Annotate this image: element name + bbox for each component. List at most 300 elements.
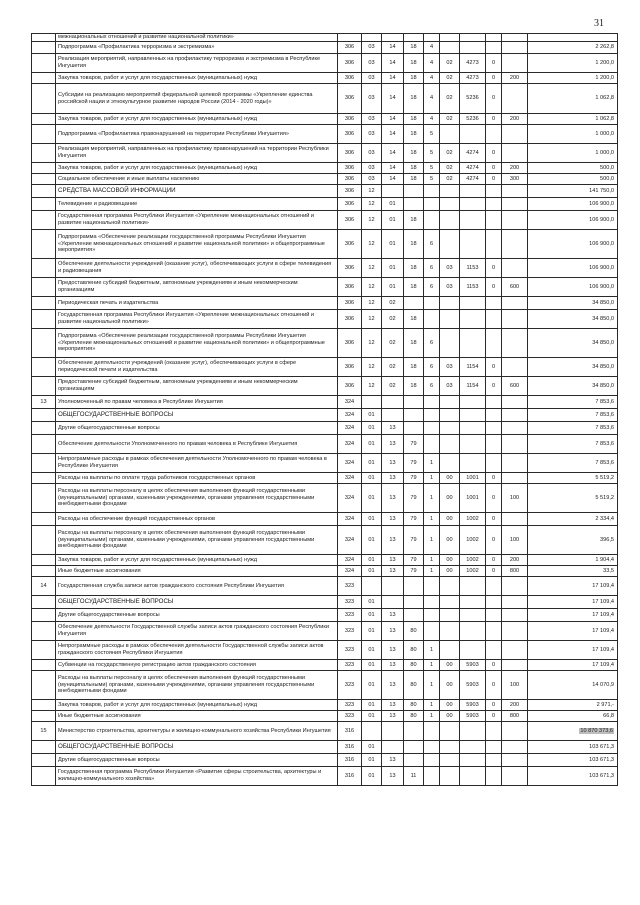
code-direction: 1154 — [460, 377, 486, 396]
code-activity — [440, 577, 460, 596]
code-expense-type — [502, 596, 528, 609]
code-extra — [486, 297, 502, 310]
expense-name: Государственная программа Республики Ингушетия «Укрепление межнациональных отношений и развитие национальной политики» — [56, 211, 338, 230]
code-ministry: 306 — [338, 163, 362, 174]
code-program — [404, 577, 424, 596]
code-expense-type: 100 — [502, 526, 528, 555]
expense-name: Государственная программа Республики Ингушетия «Укрепление межнациональных отношений и развитие национальной политики» — [56, 310, 338, 329]
expense-name: Расходы на выплаты персоналу в целях обеспечения выполнения функций государственными (муниципальными) органами, казенными учреждениями, органами управления государственными внебюджетными фондами — [56, 484, 338, 513]
code-ministry: 306 — [338, 198, 362, 211]
table-row — [32, 577, 618, 596]
code-expense-type: 200 — [502, 114, 528, 125]
code-ministry: 323 — [338, 671, 362, 700]
row-index — [32, 377, 56, 396]
code-expense-type — [502, 34, 528, 42]
code-subprogram: 5 — [424, 125, 440, 144]
expense-name: Предоставление субсидий бюджетным, автономным учреждениям и иным некоммерческим организациям — [56, 377, 338, 396]
code-subprogram — [424, 577, 440, 596]
table-row — [32, 435, 618, 454]
code-extra — [486, 396, 502, 409]
table-row — [32, 566, 618, 577]
table-row — [32, 174, 618, 185]
code-subsection: 01 — [382, 278, 404, 297]
code-expense-type — [502, 144, 528, 163]
code-subsection: 13 — [382, 622, 404, 641]
code-section: 12 — [362, 230, 382, 259]
code-direction: 5903 — [460, 711, 486, 722]
code-direction — [460, 641, 486, 660]
code-activity — [440, 722, 460, 741]
code-subprogram: 5 — [424, 174, 440, 185]
code-section: 01 — [362, 671, 382, 700]
code-direction — [460, 741, 486, 754]
code-ministry: 306 — [338, 54, 362, 73]
code-section: 03 — [362, 73, 382, 84]
code-expense-type — [502, 259, 528, 278]
amount: 1 000,0 — [528, 125, 618, 144]
expense-name: Обеспечение деятельности учреждений (оказание услуг), обеспечивающих услуги в сфере телевидения и радиовещания — [56, 259, 338, 278]
code-ministry: 324 — [338, 454, 362, 473]
code-ministry: 324 — [338, 396, 362, 409]
code-subprogram: 1 — [424, 711, 440, 722]
code-direction: 1002 — [460, 566, 486, 577]
code-ministry: 323 — [338, 622, 362, 641]
amount: 103 671,3 — [528, 741, 618, 754]
code-subsection: 13 — [382, 555, 404, 566]
table-row — [32, 163, 618, 174]
code-program: 18 — [404, 84, 424, 114]
code-ministry: 323 — [338, 577, 362, 596]
expense-name: Уполномоченный по правам человека в Республике Ингушетия — [56, 396, 338, 409]
code-program: 79 — [404, 526, 424, 555]
table-row — [32, 396, 618, 409]
code-expense-type — [502, 435, 528, 454]
code-program: 18 — [404, 358, 424, 377]
code-activity — [440, 198, 460, 211]
code-ministry: 316 — [338, 754, 362, 767]
code-direction: 1001 — [460, 473, 486, 484]
amount: 2 971,- — [528, 700, 618, 711]
code-ministry: 316 — [338, 767, 362, 786]
code-activity: 02 — [440, 114, 460, 125]
code-extra: 0 — [486, 555, 502, 566]
code-section: 12 — [362, 310, 382, 329]
code-expense-type — [502, 230, 528, 259]
code-ministry: 306 — [338, 125, 362, 144]
code-subprogram: 4 — [424, 114, 440, 125]
code-direction: 4273 — [460, 54, 486, 73]
code-subsection: 13 — [382, 526, 404, 555]
table-row — [32, 84, 618, 114]
code-extra: 0 — [486, 144, 502, 163]
table-row — [32, 622, 618, 641]
code-subprogram — [424, 622, 440, 641]
amount: 396,5 — [528, 526, 618, 555]
code-direction: 1154 — [460, 358, 486, 377]
code-subprogram: 6 — [424, 358, 440, 377]
code-activity: 03 — [440, 259, 460, 278]
code-activity — [440, 297, 460, 310]
code-direction — [460, 42, 486, 54]
row-index — [32, 174, 56, 185]
code-extra: 0 — [486, 484, 502, 513]
expense-name: Подпрограмма «Профилактика терроризма и экстремизма» — [56, 42, 338, 54]
code-subsection: 14 — [382, 125, 404, 144]
table-row — [32, 409, 618, 422]
row-index — [32, 54, 56, 73]
amount: 500,0 — [528, 174, 618, 185]
code-program — [404, 34, 424, 42]
row-index — [32, 741, 56, 754]
code-direction — [460, 396, 486, 409]
amount: 7 853,6 — [528, 422, 618, 435]
code-subsection: 13 — [382, 454, 404, 473]
code-subsection — [382, 577, 404, 596]
code-activity: 00 — [440, 526, 460, 555]
code-program: 11 — [404, 767, 424, 786]
row-index — [32, 435, 56, 454]
code-subprogram: 6 — [424, 329, 440, 358]
code-extra — [486, 754, 502, 767]
code-program — [404, 422, 424, 435]
code-section: 01 — [362, 700, 382, 711]
amount: 500,0 — [528, 163, 618, 174]
code-expense-type: 200 — [502, 163, 528, 174]
table-row — [32, 114, 618, 125]
code-extra — [486, 125, 502, 144]
code-subprogram: 1 — [424, 660, 440, 671]
code-activity — [440, 42, 460, 54]
expense-name: Закупка товаров, работ и услуг для государственных (муниципальных) нужд — [56, 555, 338, 566]
code-program: 80 — [404, 660, 424, 671]
code-direction: 5236 — [460, 84, 486, 114]
table-row — [32, 711, 618, 722]
table-row — [32, 198, 618, 211]
code-expense-type — [502, 754, 528, 767]
code-subprogram: 4 — [424, 84, 440, 114]
code-activity — [440, 754, 460, 767]
code-expense-type — [502, 722, 528, 741]
code-extra: 0 — [486, 526, 502, 555]
code-expense-type — [502, 454, 528, 473]
code-section: 12 — [362, 211, 382, 230]
amount: 106 900,0 — [528, 198, 618, 211]
code-section: 03 — [362, 54, 382, 73]
code-ministry: 306 — [338, 84, 362, 114]
code-activity: 00 — [440, 660, 460, 671]
code-expense-type — [502, 329, 528, 358]
table-row — [32, 297, 618, 310]
code-activity: 00 — [440, 700, 460, 711]
code-section: 12 — [362, 297, 382, 310]
code-subsection: 02 — [382, 310, 404, 329]
code-activity — [440, 435, 460, 454]
code-subsection — [382, 185, 404, 198]
code-section: 01 — [362, 473, 382, 484]
row-index — [32, 329, 56, 358]
amount: 7 853,6 — [528, 435, 618, 454]
code-subsection: 01 — [382, 198, 404, 211]
code-section — [362, 722, 382, 741]
code-program — [404, 185, 424, 198]
code-subsection: 13 — [382, 711, 404, 722]
code-program: 18 — [404, 259, 424, 278]
code-ministry: 324 — [338, 422, 362, 435]
table-row — [32, 526, 618, 555]
expense-name: ОБЩЕГОСУДАРСТВЕННЫЕ ВОПРОСЫ — [56, 409, 338, 422]
table-row — [32, 555, 618, 566]
code-subprogram — [424, 722, 440, 741]
code-direction — [460, 310, 486, 329]
expense-name: Иные бюджетные ассигнования — [56, 566, 338, 577]
code-subsection: 14 — [382, 73, 404, 84]
code-direction — [460, 577, 486, 596]
code-extra — [486, 435, 502, 454]
row-index — [32, 671, 56, 700]
code-expense-type — [502, 297, 528, 310]
code-extra: 0 — [486, 84, 502, 114]
code-ministry: 306 — [338, 259, 362, 278]
code-subsection: 13 — [382, 609, 404, 622]
code-activity — [440, 125, 460, 144]
amount — [528, 34, 618, 42]
row-index — [32, 358, 56, 377]
code-ministry: 323 — [338, 641, 362, 660]
code-direction: 5903 — [460, 700, 486, 711]
code-program — [404, 741, 424, 754]
code-subsection: 13 — [382, 513, 404, 526]
row-index — [32, 278, 56, 297]
code-ministry: 306 — [338, 114, 362, 125]
code-ministry: 324 — [338, 409, 362, 422]
code-program — [404, 297, 424, 310]
code-section: 01 — [362, 526, 382, 555]
row-index — [32, 484, 56, 513]
code-ministry: 324 — [338, 526, 362, 555]
amount-highlighted: 10 870 373,6 — [580, 727, 613, 734]
code-direction — [460, 754, 486, 767]
expense-name: Другие общегосударственные вопросы — [56, 609, 338, 622]
code-direction — [460, 34, 486, 42]
expense-name: Другие общегосударственные вопросы — [56, 754, 338, 767]
code-expense-type — [502, 185, 528, 198]
code-subprogram: 4 — [424, 54, 440, 73]
expense-name: Министерство строительства, архитектуры и жилищно-коммунального хозяйства Республики Ингушетия — [56, 722, 338, 741]
code-ministry: 323 — [338, 700, 362, 711]
code-subprogram: 6 — [424, 377, 440, 396]
expense-name: Непрограммные расходы в рамках обеспечения деятельности Государственной службы записи актов гражданского состояния Республики Ингушетия — [56, 641, 338, 660]
code-extra — [486, 310, 502, 329]
row-index — [32, 297, 56, 310]
code-subprogram — [424, 609, 440, 622]
amount: 34 850,0 — [528, 297, 618, 310]
code-subprogram — [424, 596, 440, 609]
row-index — [32, 422, 56, 435]
code-section: 03 — [362, 114, 382, 125]
code-expense-type — [502, 396, 528, 409]
code-program: 18 — [404, 310, 424, 329]
code-expense-type — [502, 641, 528, 660]
code-section: 03 — [362, 84, 382, 114]
code-subprogram — [424, 422, 440, 435]
expense-name: Социальное обеспечение и иные выплаты населению — [56, 174, 338, 185]
code-extra — [486, 211, 502, 230]
code-program — [404, 609, 424, 622]
code-expense-type: 800 — [502, 711, 528, 722]
code-extra — [486, 577, 502, 596]
code-direction: 1002 — [460, 513, 486, 526]
expense-name: Субвенции на государственную регистрацию актов гражданского состояния — [56, 660, 338, 671]
code-direction — [460, 185, 486, 198]
code-section: 01 — [362, 641, 382, 660]
code-subprogram: 1 — [424, 484, 440, 513]
expense-name: Непрограммные расходы в рамках обеспечения деятельности Уполномоченного по правам человека в Республике Ингушетия — [56, 454, 338, 473]
row-index — [32, 660, 56, 671]
code-activity: 03 — [440, 278, 460, 297]
amount: 5 519,2 — [528, 484, 618, 513]
code-subprogram — [424, 754, 440, 767]
code-extra: 0 — [486, 377, 502, 396]
code-program: 79 — [404, 435, 424, 454]
code-subprogram: 6 — [424, 278, 440, 297]
row-index — [32, 641, 56, 660]
code-subprogram: 1 — [424, 641, 440, 660]
table-row — [32, 700, 618, 711]
code-subsection: 13 — [382, 671, 404, 700]
code-subsection — [382, 596, 404, 609]
code-section: 01 — [362, 566, 382, 577]
code-subsection: 13 — [382, 484, 404, 513]
expense-name: Обеспечение деятельности учреждений (оказание услуг), обеспечивающих услуги в сфере периодической печати и издательства — [56, 358, 338, 377]
code-section: 12 — [362, 198, 382, 211]
code-extra — [486, 198, 502, 211]
code-expense-type: 200 — [502, 700, 528, 711]
code-program — [404, 198, 424, 211]
code-program: 18 — [404, 54, 424, 73]
code-ministry: 323 — [338, 609, 362, 622]
row-index — [32, 622, 56, 641]
code-subsection: 13 — [382, 641, 404, 660]
code-extra: 0 — [486, 73, 502, 84]
expense-name: Субсидии на реализацию мероприятий федеральной целевой программы «Укрепление единства российской нации и этнокультурное развитие народов России (2014 - 2020 годы)» — [56, 84, 338, 114]
code-section: 01 — [362, 609, 382, 622]
table-row — [32, 125, 618, 144]
amount: 1 062,8 — [528, 114, 618, 125]
code-expense-type — [502, 577, 528, 596]
expense-name: межнациональных отношений и развитие национальной политики» — [56, 34, 338, 42]
amount: 1 000,0 — [528, 144, 618, 163]
table-row — [32, 211, 618, 230]
code-subsection: 14 — [382, 163, 404, 174]
code-ministry: 306 — [338, 230, 362, 259]
code-subprogram: 1 — [424, 454, 440, 473]
amount: 1 904,4 — [528, 555, 618, 566]
code-expense-type — [502, 422, 528, 435]
code-direction: 5903 — [460, 660, 486, 671]
code-subprogram — [424, 409, 440, 422]
code-subsection: 14 — [382, 84, 404, 114]
code-section: 01 — [362, 711, 382, 722]
code-ministry: 323 — [338, 711, 362, 722]
code-subsection: 13 — [382, 700, 404, 711]
code-expense-type: 600 — [502, 278, 528, 297]
amount: 34 850,0 — [528, 329, 618, 358]
row-index — [32, 211, 56, 230]
row-index — [32, 185, 56, 198]
code-section: 01 — [362, 741, 382, 754]
code-direction: 1153 — [460, 278, 486, 297]
code-direction — [460, 409, 486, 422]
code-extra — [486, 230, 502, 259]
code-subprogram: 6 — [424, 230, 440, 259]
code-ministry: 306 — [338, 297, 362, 310]
amount: 103 671,3 — [528, 754, 618, 767]
code-program: 80 — [404, 641, 424, 660]
code-extra — [486, 329, 502, 358]
code-extra — [486, 609, 502, 622]
code-subprogram: 4 — [424, 42, 440, 54]
table-row — [32, 34, 618, 42]
code-program — [404, 722, 424, 741]
row-index — [32, 163, 56, 174]
code-program: 18 — [404, 114, 424, 125]
code-subprogram: 1 — [424, 671, 440, 700]
code-subsection: 13 — [382, 566, 404, 577]
code-activity — [440, 422, 460, 435]
table-row — [32, 278, 618, 297]
row-index — [32, 596, 56, 609]
code-program: 18 — [404, 329, 424, 358]
code-direction: 4273 — [460, 73, 486, 84]
code-subprogram — [424, 435, 440, 454]
row-index — [32, 259, 56, 278]
code-subprogram: 5 — [424, 144, 440, 163]
code-subprogram: 1 — [424, 526, 440, 555]
expense-name: Государственная служба записи актов гражданского состояния Республики Ингушетия — [56, 577, 338, 596]
code-subprogram: 1 — [424, 700, 440, 711]
row-index — [32, 711, 56, 722]
code-subprogram — [424, 34, 440, 42]
amount: 17 109,4 — [528, 622, 618, 641]
code-subsection: 13 — [382, 660, 404, 671]
code-ministry: 306 — [338, 174, 362, 185]
expense-name: ОБЩЕГОСУДАРСТВЕННЫЕ ВОПРОСЫ — [56, 596, 338, 609]
code-subprogram: 6 — [424, 259, 440, 278]
amount: 33,5 — [528, 566, 618, 577]
code-program — [404, 409, 424, 422]
amount: 5 519,2 — [528, 473, 618, 484]
code-extra: 0 — [486, 711, 502, 722]
code-direction — [460, 722, 486, 741]
expense-name: Подпрограмма «Профилактика правонарушений на территории Республики Ингушетия» — [56, 125, 338, 144]
row-index — [32, 473, 56, 484]
code-activity: 02 — [440, 144, 460, 163]
code-subsection: 14 — [382, 42, 404, 54]
row-index — [32, 454, 56, 473]
code-ministry: 306 — [338, 358, 362, 377]
code-subprogram — [424, 185, 440, 198]
expense-name: Обеспечение деятельности Государственной службы записи актов гражданского состояния Республики Ингушетия — [56, 622, 338, 641]
code-expense-type — [502, 609, 528, 622]
code-subsection: 14 — [382, 54, 404, 73]
code-subprogram: 1 — [424, 555, 440, 566]
code-section: 01 — [362, 622, 382, 641]
code-program: 80 — [404, 671, 424, 700]
code-extra: 0 — [486, 671, 502, 700]
code-direction — [460, 211, 486, 230]
amount: 103 671,3 — [528, 767, 618, 786]
code-activity: 00 — [440, 671, 460, 700]
